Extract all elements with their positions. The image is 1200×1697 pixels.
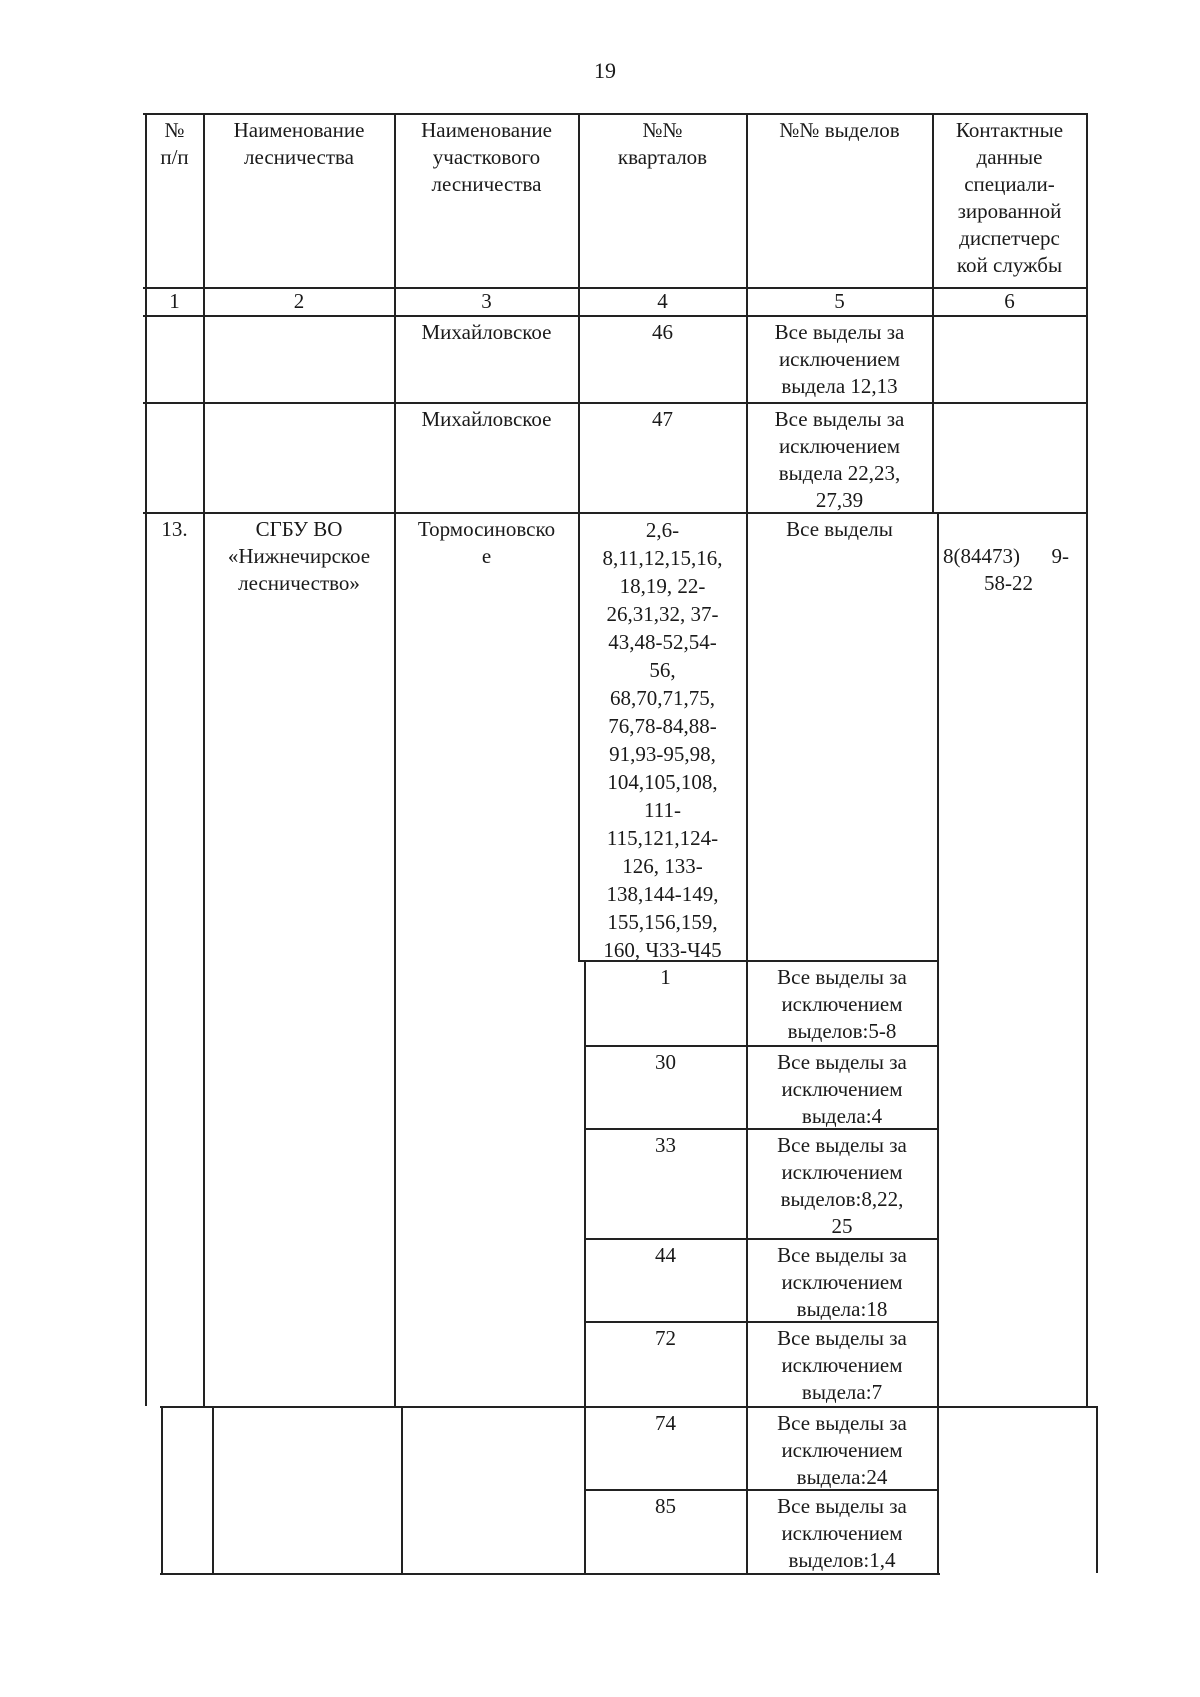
row-sections: Все выделы за исключением выдела:24: [777, 1411, 907, 1489]
page-number: 19: [594, 58, 616, 83]
row-sections: Все выделы за исключением выдела:7: [777, 1326, 907, 1404]
row-contact: [933, 512, 1086, 624]
contact-phone-part1: 8(84473) 9-: [943, 544, 1069, 568]
header-contacts: Контактные данные специали- зированной диспетчерс кой службы: [955, 118, 1064, 277]
header-district-forestry: Наименование участкового лесничества: [421, 118, 552, 196]
row-forestry: СГБУ ВО «Нижнечирское лесничество»: [227, 517, 371, 595]
header-forestry: Наименование лесничества: [233, 118, 365, 169]
column-number-1: 1: [169, 289, 180, 313]
header-quarters: №№ кварталов: [617, 118, 708, 169]
column-number-2: 2: [293, 289, 305, 313]
row-number: 13.: [161, 517, 188, 541]
header-number: № п/п: [160, 118, 189, 169]
row-quarters: 2,6- 8,11,12,15,16, 18,19, 22- 26,31,32, 37- 43,48-52,54- 56, 68,70,71,75, 76,78-84,88- 91,93-95,98, 104,105,108, 111- 115,121,124- 126, 133- 138,144-149, 155,156,159, 160, Ч33-Ч45: [602, 518, 723, 962]
row-sections: Все выделы за исключением выдела:18: [777, 1243, 907, 1321]
row-sections: Все выделы за исключением выделов:8,22, 25: [777, 1133, 907, 1238]
contact-phone-part2: 58-22: [984, 571, 1033, 595]
column-number-6: 6: [1004, 289, 1015, 313]
row-sections: Все выделы за исключением выдела 12,13: [774, 320, 905, 398]
row-district: Михайловское: [421, 320, 552, 344]
row-district: Михайловское: [421, 407, 552, 431]
row-sections: Все выделы за исключением выделов:5-8: [777, 965, 907, 1043]
column-number-5: 5: [834, 289, 845, 313]
row-sections: Все выделы: [786, 517, 893, 541]
row-quarters: 44: [655, 1243, 676, 1267]
row-sections: Все выделы за исключением выдела:4: [777, 1050, 907, 1128]
row-quarters: 33: [655, 1133, 676, 1157]
row-quarters: 47: [652, 407, 673, 431]
row-quarters: 74: [655, 1411, 676, 1435]
row-quarters: 72: [655, 1326, 676, 1350]
row-quarters: 1: [660, 965, 671, 989]
row-sections: Все выделы за исключением выдела 22,23, 27,39: [774, 407, 905, 512]
row-sections: Все выделы за исключением выделов:1,4: [777, 1494, 907, 1572]
column-number-4: 4: [657, 289, 668, 313]
row-quarters: 46: [652, 320, 673, 344]
column-number-3: 3: [481, 289, 492, 313]
row-district: Тормосиновско е: [417, 517, 556, 568]
header-sections: №№ выделов: [779, 118, 900, 142]
row-quarters: 30: [655, 1050, 676, 1074]
row-quarters: 85: [655, 1494, 676, 1518]
